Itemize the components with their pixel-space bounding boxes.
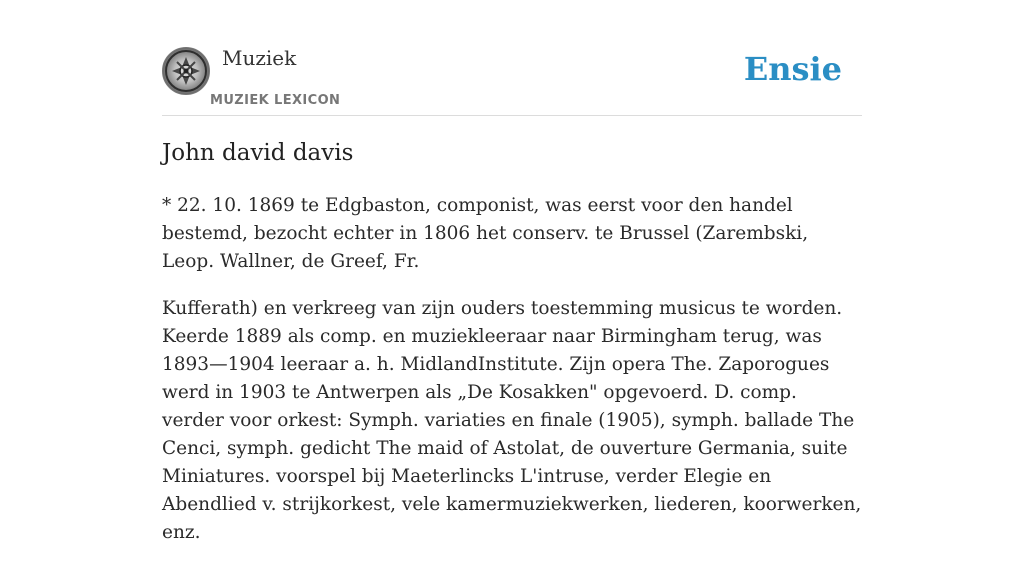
article-paragraph: * 22. 10. 1869 te Edgbaston, componist, was eerst voor den handel bestemd, bezocht echter in 1806 het conserv. te Brussel (Zarembski, Leop. Wallner, de Greef, Fr.	[162, 195, 809, 272]
header	[162, 0, 862, 116]
music-lexicon-emblem-icon[interactable]	[162, 47, 210, 95]
article-body	[162, 192, 862, 566]
site-subtitle[interactable]: MUZIEK LEXICON	[210, 93, 341, 108]
site-name[interactable]: Muziek	[222, 46, 297, 70]
page	[162, 0, 862, 543]
article-paragraph: Kufferath) en verkreeg van zijn ouders toestemming musicus te worden. Keerde 1889 als comp. en muziekleeraar naar Birmingham terug, was 1893—1904 leeraar a. h. MidlandInstitute. Zijn opera The. Zaporogues werd in 1903 te Antwerpen als „De Kosakken" opgevoerd. D. comp. verder voor orkest: Symph. variaties en finale (1905), symph. ballade The Cenci, symph. gedicht The maid of Astolat, de ouverture Germania, suite Miniatures. voorspel bij Maeterlincks L'intruse, verder Elegie en Abendlied v. strijkorkest, vele kamermuziekwerken, liederen, koorwerken, enz.	[162, 298, 862, 543]
article-title: John david davis	[162, 140, 354, 166]
brand-logo-link[interactable]: Ensie	[743, 50, 842, 88]
